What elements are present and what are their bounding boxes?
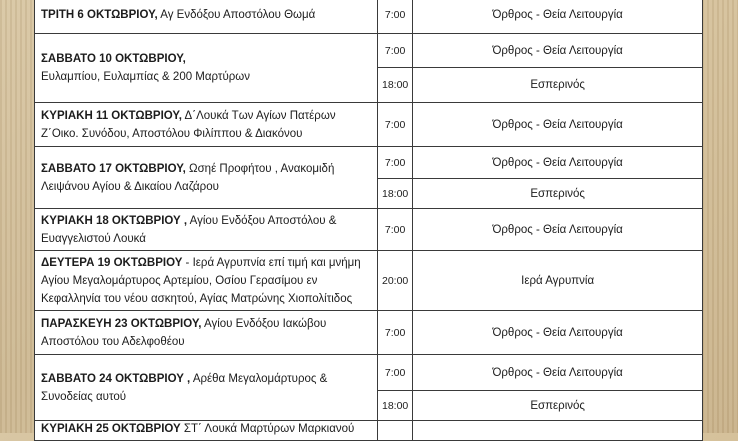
service-name: Εσπερινός — [413, 179, 703, 209]
paper-border-right — [702, 0, 738, 433]
row-description: ΠΑΡΑΣΚΕΥΗ 23 ΟΚΤΩΒΡΙΟΥ, Αγίου Ενδόξου Ιακώβου Αποστόλου του Αδελφοθέου — [35, 311, 378, 355]
schedule-row — [35, 34, 703, 68]
service-name: Ιερά Αγρυπνία — [413, 251, 703, 311]
schedule-row — [35, 209, 703, 251]
schedule-row — [35, 147, 703, 179]
service-time — [378, 421, 413, 441]
service-time: 7:00 — [378, 355, 413, 391]
service-time: 7:00 — [378, 311, 413, 355]
service-time: 7:00 — [378, 0, 413, 34]
service-time: 7:00 — [378, 34, 413, 68]
service-name — [413, 421, 703, 441]
service-name: Όρθρος - Θεία Λειτουργία — [413, 34, 703, 68]
service-name: Όρθρος - Θεία Λειτουργία — [413, 147, 703, 179]
row-description: ΔΕΥΤΕΡΑ 19 ΟΚΤΩΒΡΙΟΥ - Ιερά Αγρυπνία επί τιμή και μνήμη Αγίου Μεγαλομάρτυρος Αρτεμίου, Οσίου Γερασίμου εν Κεφαλληνία του νέου ασκητού, Αγίας Ματρώνης Χιοπολίτιδος — [35, 251, 378, 311]
service-time: 18:00 — [378, 68, 413, 103]
schedule-row-cut — [35, 421, 703, 441]
paper-border-left — [0, 0, 34, 433]
service-name: Όρθρος - Θεία Λειτουργία — [413, 0, 703, 34]
service-name: Εσπερινός — [413, 391, 703, 421]
schedule-row — [35, 251, 703, 311]
service-time: 7:00 — [378, 147, 413, 179]
service-time: 20:00 — [378, 251, 413, 311]
row-description: ΣΑΒΒΑΤΟ 17 ΟΚΤΩΒΡΙΟΥ, Ωσηέ Προφήτου , Ανακομιδή Λειψάνου Αγίου & Δικαίου Λαζάρου — [35, 147, 378, 209]
schedule-row — [35, 311, 703, 355]
service-time: 7:00 — [378, 209, 413, 251]
service-name: Εσπερινός — [413, 68, 703, 103]
row-description: ΚΥΡΙΑΚΗ 18 ΟΚΤΩΒΡΙΟΥ , Αγίου Ενδόξου Αποστόλου & Ευαγγελιστού Λουκά — [35, 209, 378, 251]
service-time: 7:00 — [378, 103, 413, 147]
row-description: ΚΥΡΙΑΚΗ 25 ΟΚΤΩΒΡΙΟΥ ΣΤ΄ Λουκά Μαρτύρων Μαρκιανού — [35, 421, 378, 441]
schedule-row — [35, 355, 703, 391]
schedule-table — [34, 0, 703, 441]
row-description: ΤΡΙΤΗ 6 ΟΚΤΩΒΡΙΟΥ, Αγ Ενδόξου Αποστόλου Θωμά — [35, 0, 378, 34]
service-name: Όρθρος - Θεία Λειτουργία — [413, 311, 703, 355]
row-description: ΚΥΡΙΑΚΗ 11 ΟΚΤΩΒΡΙΟΥ, Δ΄Λουκά Των Αγίων Πατέρων Ζ΄Οικο. Συνόδου, Αποστόλου Φιλίππου & Διακόνου — [35, 103, 378, 147]
service-name: Όρθρος - Θεία Λειτουργία — [413, 355, 703, 391]
schedule-row — [35, 103, 703, 147]
row-description: ΣΑΒΒΑΤΟ 24 ΟΚΤΩΒΡΙΟΥ , Αρέθα Μεγαλομάρτυρος & Συνοδείας αυτού — [35, 355, 378, 421]
schedule-row — [35, 0, 703, 34]
row-description: ΣΑΒΒΑΤΟ 10 ΟΚΤΩΒΡΙΟΥ, Ευλαμπίου, Ευλαμπίας & 200 Μαρτύρων — [35, 34, 378, 103]
service-name: Όρθρος - Θεία Λειτουργία — [413, 209, 703, 251]
service-time: 18:00 — [378, 179, 413, 209]
service-name: Όρθρος - Θεία Λειτουργία — [413, 103, 703, 147]
service-time: 18:00 — [378, 391, 413, 421]
